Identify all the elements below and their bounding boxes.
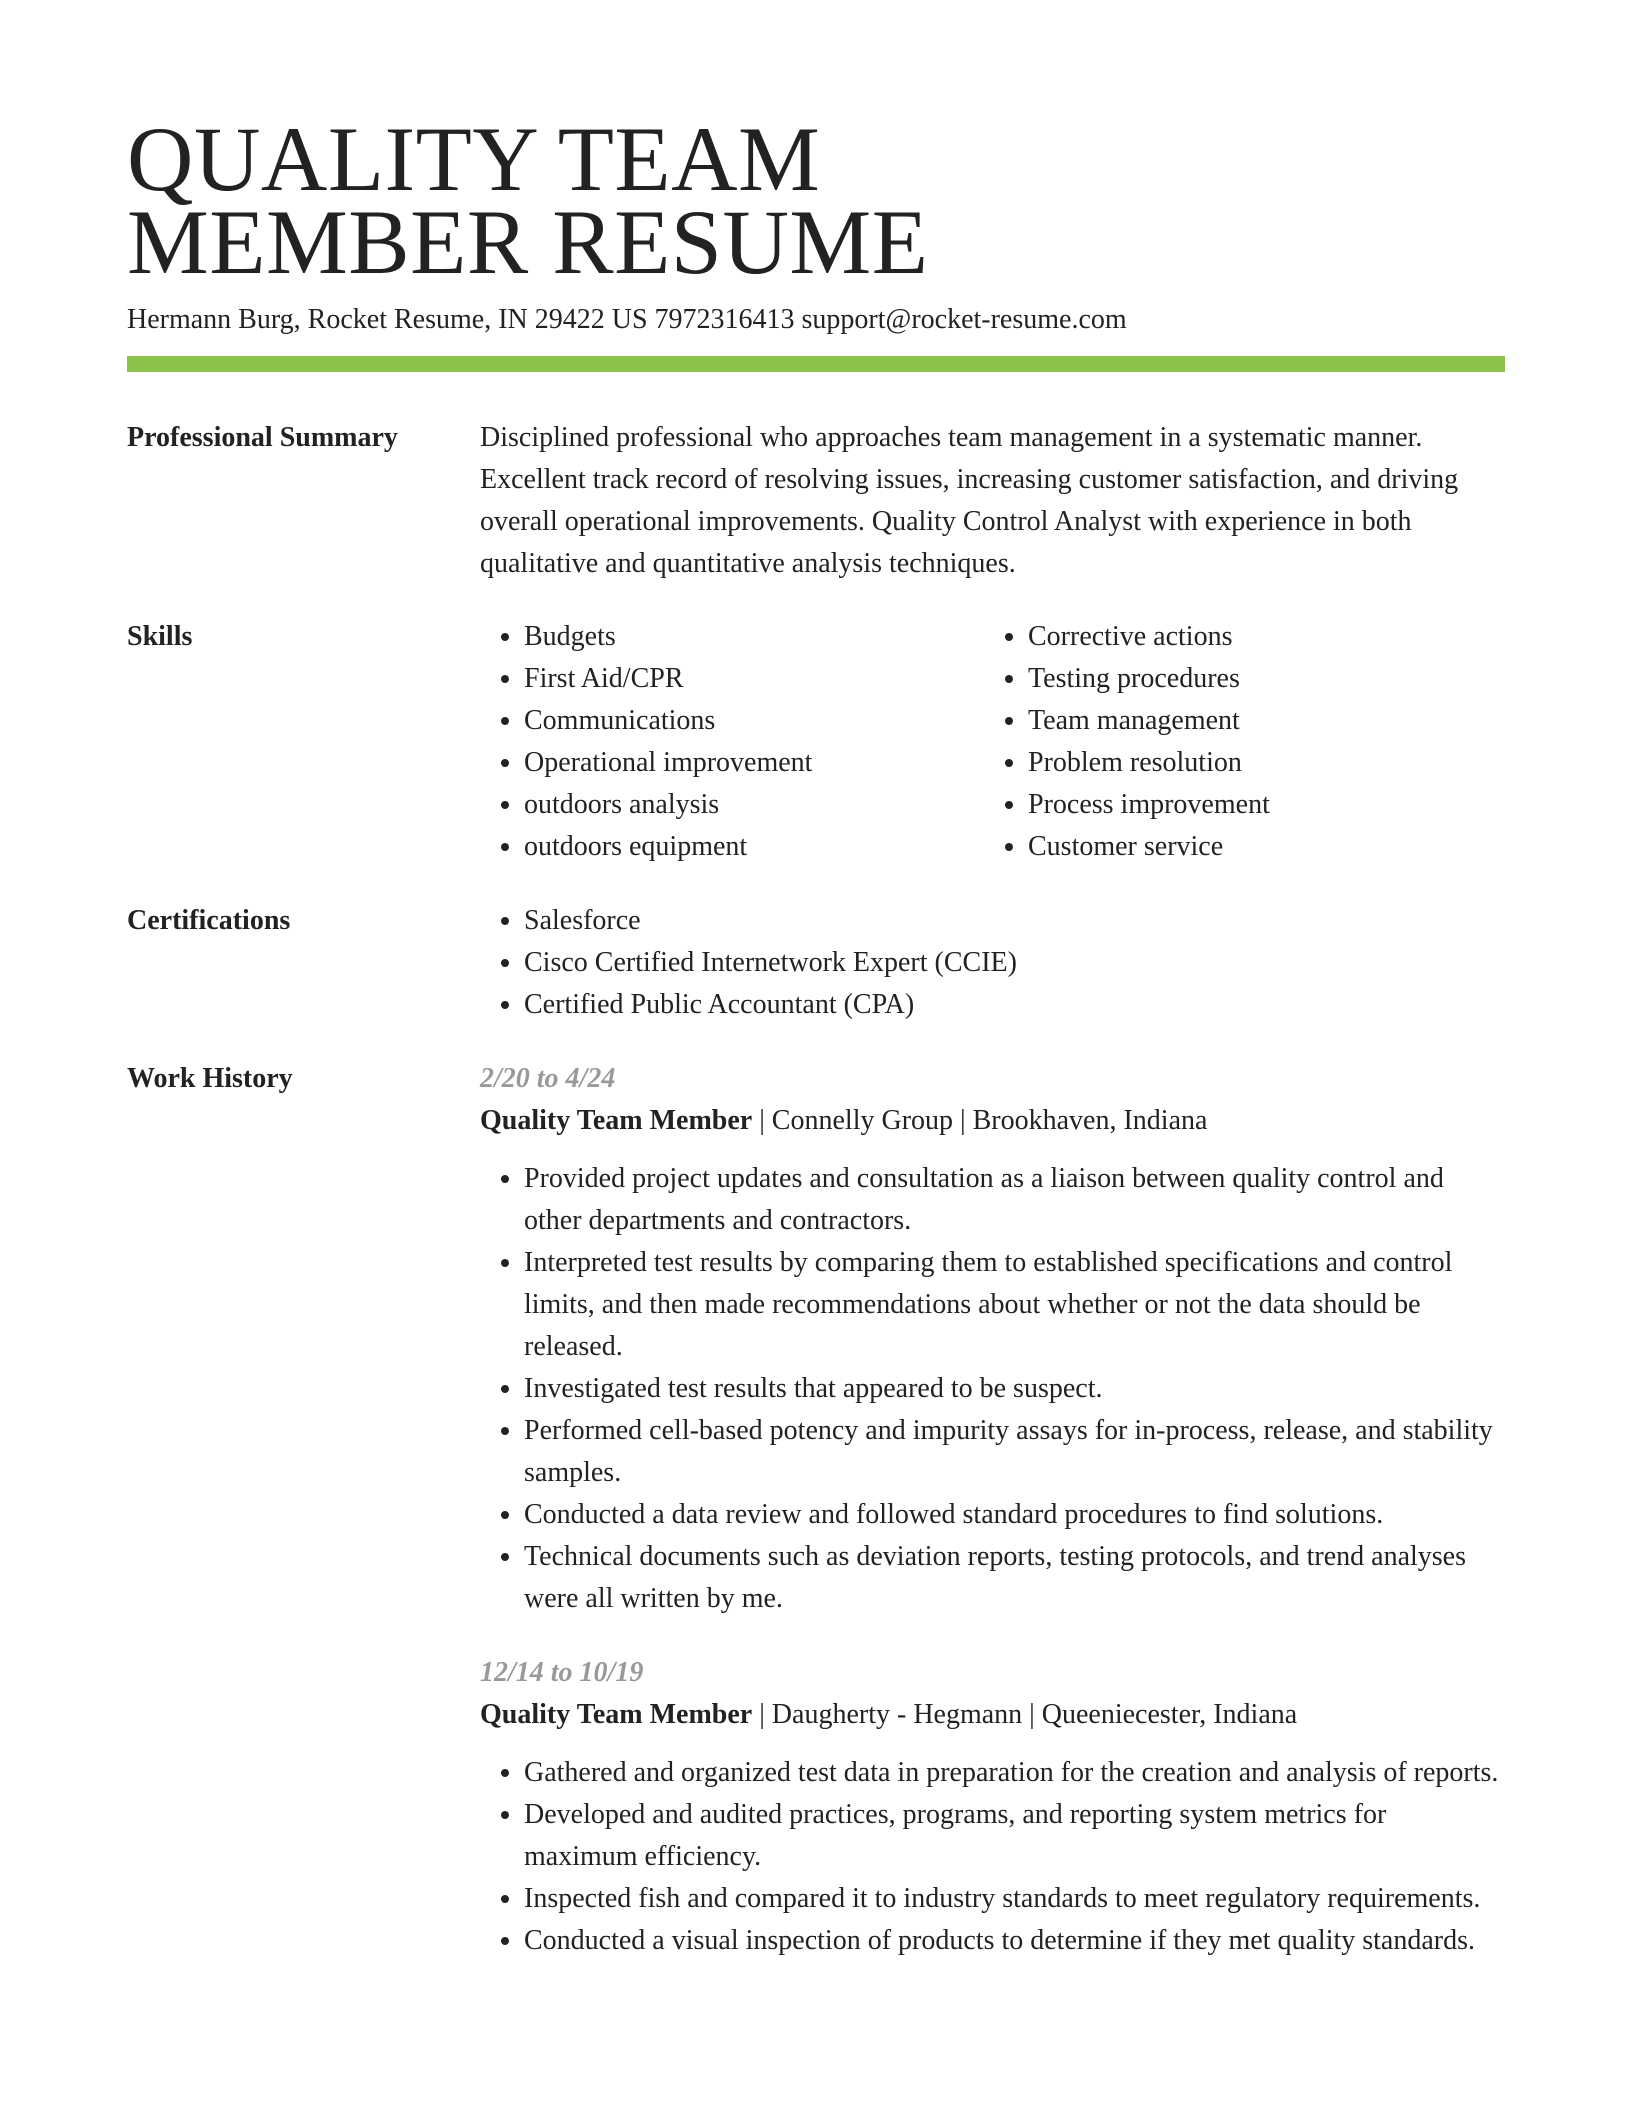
certification-item: • Cisco Certified Internetwork Expert (CCIE) (524, 942, 1505, 984)
certifications-heading: Certifications (127, 905, 291, 936)
contact-info: Hermann Burg, Rocket Resume, IN 29422 US 7972316413 support@rocket-resume.com (127, 304, 1127, 335)
skill-item: • First Aid/CPR (524, 658, 984, 700)
certifications-body (480, 900, 1505, 1026)
job-bullets (480, 1752, 1505, 1962)
skill-item: • Customer service (1028, 826, 1488, 868)
certifications-list (480, 900, 1505, 1026)
job-bullet: • Inspected fish and compared it to industry standards to meet regulatory requirements. (524, 1878, 1505, 1920)
skills-heading: Skills (127, 621, 193, 652)
work-history-heading: Work History (127, 1063, 293, 1094)
job-heading (480, 1694, 1505, 1736)
summary-section (127, 417, 1505, 585)
job-bullet: • Performed cell-based potency and impurity assays for in-process, release, and stability samples. (524, 1410, 1505, 1494)
title-line-2: MEMBER RESUME (127, 191, 929, 293)
certification-item: • Certified Public Accountant (CPA) (524, 984, 1505, 1026)
job-entry (480, 1058, 1505, 1620)
certification-item: • Salesforce (524, 900, 1505, 942)
skills-column-2 (984, 616, 1488, 868)
skill-item: • Operational improvement (524, 742, 984, 784)
job-details: | Connelly Group | Brookhaven, Indiana (752, 1105, 1208, 1136)
job-bullet: • Provided project updates and consultation as a liaison between quality control and other departments and contractors. (524, 1158, 1505, 1242)
resume-page (127, 108, 1505, 1994)
work-history-section (127, 1058, 1505, 1994)
job-title: Quality Team Member (480, 1699, 753, 1730)
job-bullet: • Technical documents such as deviation reports, testing protocols, and trend analyses were all written by me. (524, 1536, 1505, 1620)
skill-item: • Corrective actions (1028, 616, 1488, 658)
skill-item: • outdoors analysis (524, 784, 984, 826)
skill-item: • Budgets (524, 616, 984, 658)
skills-body (480, 616, 1505, 868)
job-bullet: • Conducted a data review and followed standard procedures to find solutions. (524, 1494, 1505, 1536)
skills-column-1 (480, 616, 984, 868)
job-heading (480, 1100, 1505, 1142)
skills-grid (480, 616, 1505, 868)
summary-text: Disciplined professional who approaches team management in a systematic manner. Excellent track record of resolving issues, increasing customer satisfaction, and driving overall operational improvements. Quality Control Analyst with experience in both qualitative and quantitative analysis techniques. (480, 422, 1459, 579)
job-bullet: • Gathered and organized test data in preparation for the creation and analysis of reports. (524, 1752, 1505, 1794)
skill-item: • Problem resolution (1028, 742, 1488, 784)
certifications-section (127, 900, 1505, 1026)
job-bullet: • Interpreted test results by comparing them to established specifications and control limits, and then made recommendations about whether or not the data should be released. (524, 1242, 1505, 1368)
job-bullet: • Developed and audited practices, programs, and reporting system metrics for maximum efficiency. (524, 1794, 1505, 1878)
skill-item: • outdoors equipment (524, 826, 984, 868)
job-bullet: • Conducted a visual inspection of products to determine if they met quality standards. (524, 1920, 1505, 1962)
job-dates: 2/20 to 4/24 (480, 1063, 616, 1094)
job-title: Quality Team Member (480, 1105, 753, 1136)
skills-list-1 (480, 616, 984, 868)
skill-item: • Communications (524, 700, 984, 742)
title-line-1: QUALITY TEAM (127, 108, 821, 210)
job-bullet: • Investigated test results that appeared to be suspect. (524, 1368, 1505, 1410)
skill-item: • Testing procedures (1028, 658, 1488, 700)
job-bullets (480, 1158, 1505, 1620)
job-entry (480, 1652, 1505, 1962)
skill-item: • Process improvement (1028, 784, 1488, 826)
page-title (127, 108, 1505, 293)
accent-divider (127, 356, 1505, 372)
summary-body (480, 417, 1505, 585)
summary-heading: Professional Summary (127, 422, 398, 453)
skills-section (127, 616, 1505, 868)
job-details: | Daugherty - Hegmann | Queeniecester, Indiana (752, 1699, 1298, 1730)
work-history-body (480, 1058, 1505, 1994)
skill-item: • Team management (1028, 700, 1488, 742)
job-dates: 12/14 to 10/19 (480, 1657, 644, 1688)
skills-list-2 (984, 616, 1488, 868)
